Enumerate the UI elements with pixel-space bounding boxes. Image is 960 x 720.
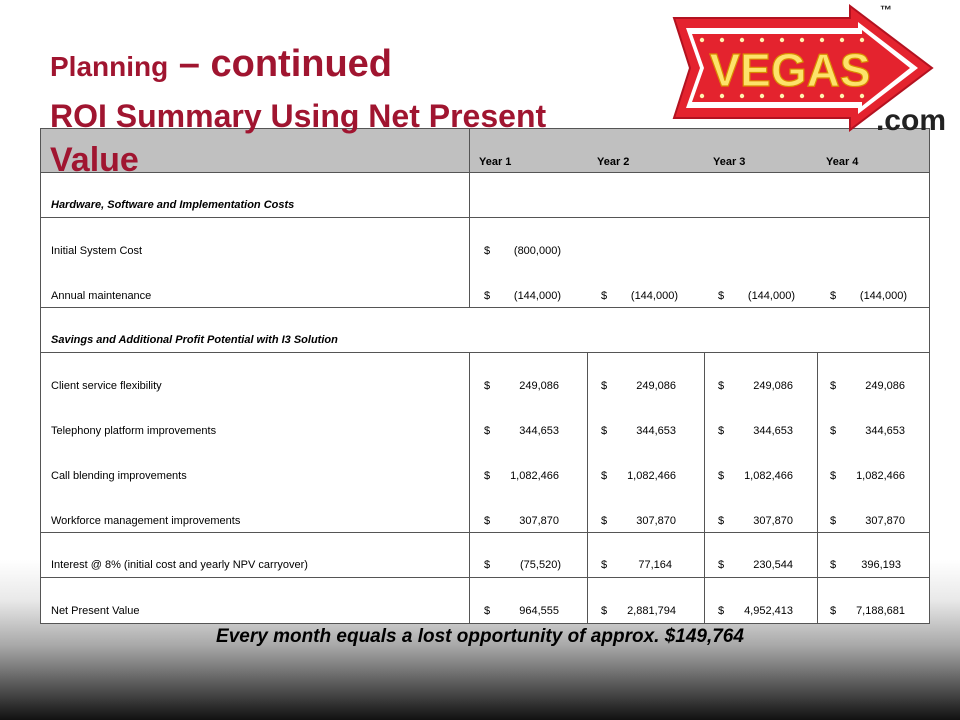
call-currency-y2: $	[601, 470, 608, 482]
call-y1: 1,082,466	[510, 470, 559, 482]
client-y4: 249,086	[865, 380, 905, 392]
call-currency-y3: $	[718, 470, 725, 482]
interest-currency-y3: $	[718, 559, 725, 571]
tele-currency-y3: $	[718, 425, 725, 437]
interest-currency-y1: $	[484, 559, 491, 571]
npv-y3: 4,952,413	[744, 605, 793, 617]
call-y2: 1,082,466	[627, 470, 676, 482]
maintenance-y4: (144,000)	[859, 290, 907, 302]
initial-cost-y1: (800,000)	[513, 245, 561, 257]
workforce-label: Workforce management improvements	[51, 515, 241, 527]
call-currency-y1: $	[484, 470, 491, 482]
call-y4: 1,082,466	[856, 470, 905, 482]
table-row-costs	[40, 218, 930, 308]
maintenance-y1: (144,000)	[513, 290, 561, 302]
initial-cost-currency: $	[484, 245, 491, 257]
npv-currency-y2: $	[601, 605, 608, 617]
call-currency-y4: $	[830, 470, 837, 482]
npv-y2: 2,881,794	[627, 605, 676, 617]
maintenance-currency-y4: $	[830, 290, 837, 302]
tele-y3: 344,653	[753, 425, 793, 437]
wfm-currency-y2: $	[601, 515, 608, 527]
section-costs-label: Hardware, Software and Implementation Costs	[51, 199, 295, 211]
table-row-npv	[40, 578, 930, 624]
interest-currency-y4: $	[830, 559, 837, 571]
footer-note: Every month equals a lost opportunity of approx. $149,764	[216, 626, 744, 647]
title-line-3: Value	[50, 141, 139, 179]
interest-y4: 396,193	[861, 559, 901, 571]
maintenance-currency-y1: $	[484, 290, 491, 302]
logo-word: VEGAS	[709, 44, 871, 96]
client-y3: 249,086	[753, 380, 793, 392]
maintenance-y3: (144,000)	[747, 290, 795, 302]
wfm-y3: 307,870	[753, 515, 793, 527]
year-4-header: Year 4	[826, 156, 859, 168]
section-savings-label: Savings and Additional Profit Potential with I3 Solution	[51, 334, 338, 346]
client-currency-y3: $	[718, 380, 725, 392]
npv-currency-y3: $	[718, 605, 725, 617]
tele-y1: 344,653	[519, 425, 559, 437]
client-currency-y2: $	[601, 380, 608, 392]
year-3-header: Year 3	[713, 156, 746, 168]
call-blending-label: Call blending improvements	[51, 470, 187, 482]
client-currency-y4: $	[830, 380, 837, 392]
maintenance-label: Annual maintenance	[51, 290, 152, 302]
table-row-savings	[40, 353, 930, 533]
wfm-currency-y4: $	[830, 515, 837, 527]
interest-y1: (75,520)	[520, 559, 561, 571]
wfm-y4: 307,870	[865, 515, 905, 527]
maintenance-y2: (144,000)	[630, 290, 678, 302]
maintenance-currency-y3: $	[718, 290, 725, 302]
interest-label: Interest @ 8% (initial cost and yearly NPV carryover)	[51, 559, 308, 571]
tele-currency-y2: $	[601, 425, 608, 437]
title-line-2: ROI Summary Using Net Present	[50, 98, 547, 134]
initial-cost-label: Initial System Cost	[51, 245, 143, 257]
npv-y4: 7,188,681	[856, 605, 905, 617]
interest-currency-y2: $	[601, 559, 608, 571]
wfm-y1: 307,870	[519, 515, 559, 527]
client-currency-y1: $	[484, 380, 491, 392]
client-y2: 249,086	[636, 380, 676, 392]
tele-y4: 344,653	[865, 425, 905, 437]
npv-label: Net Present Value	[51, 605, 140, 617]
wfm-currency-y1: $	[484, 515, 491, 527]
logo-tm: ™	[880, 4, 892, 17]
interest-y3: 230,544	[753, 559, 793, 571]
maintenance-currency-y2: $	[601, 290, 608, 302]
wfm-currency-y3: $	[718, 515, 725, 527]
table-row-interest	[40, 533, 930, 578]
logo-suffix: .com	[875, 104, 946, 134]
tele-y2: 344,653	[636, 425, 676, 437]
interest-y2: 77,164	[638, 559, 672, 571]
section-savings	[40, 308, 930, 353]
slide-title	[50, 42, 650, 182]
telephony-label: Telephony platform improvements	[51, 425, 217, 437]
roi-table	[40, 128, 930, 624]
client-service-label: Client service flexibility	[51, 380, 162, 392]
title-continued: – continued	[168, 43, 393, 85]
wfm-y2: 307,870	[636, 515, 676, 527]
npv-y1: 964,555	[519, 605, 559, 617]
year-2-header: Year 2	[597, 156, 630, 168]
call-y3: 1,082,466	[744, 470, 793, 482]
npv-currency-y4: $	[830, 605, 837, 617]
tele-currency-y4: $	[830, 425, 837, 437]
year-1-header: Year 1	[479, 156, 512, 168]
vegas-logo	[662, 4, 950, 134]
tele-currency-y1: $	[484, 425, 491, 437]
npv-currency-y1: $	[484, 605, 491, 617]
title-planning: Planning	[50, 51, 169, 82]
client-y1: 249,086	[519, 380, 559, 392]
